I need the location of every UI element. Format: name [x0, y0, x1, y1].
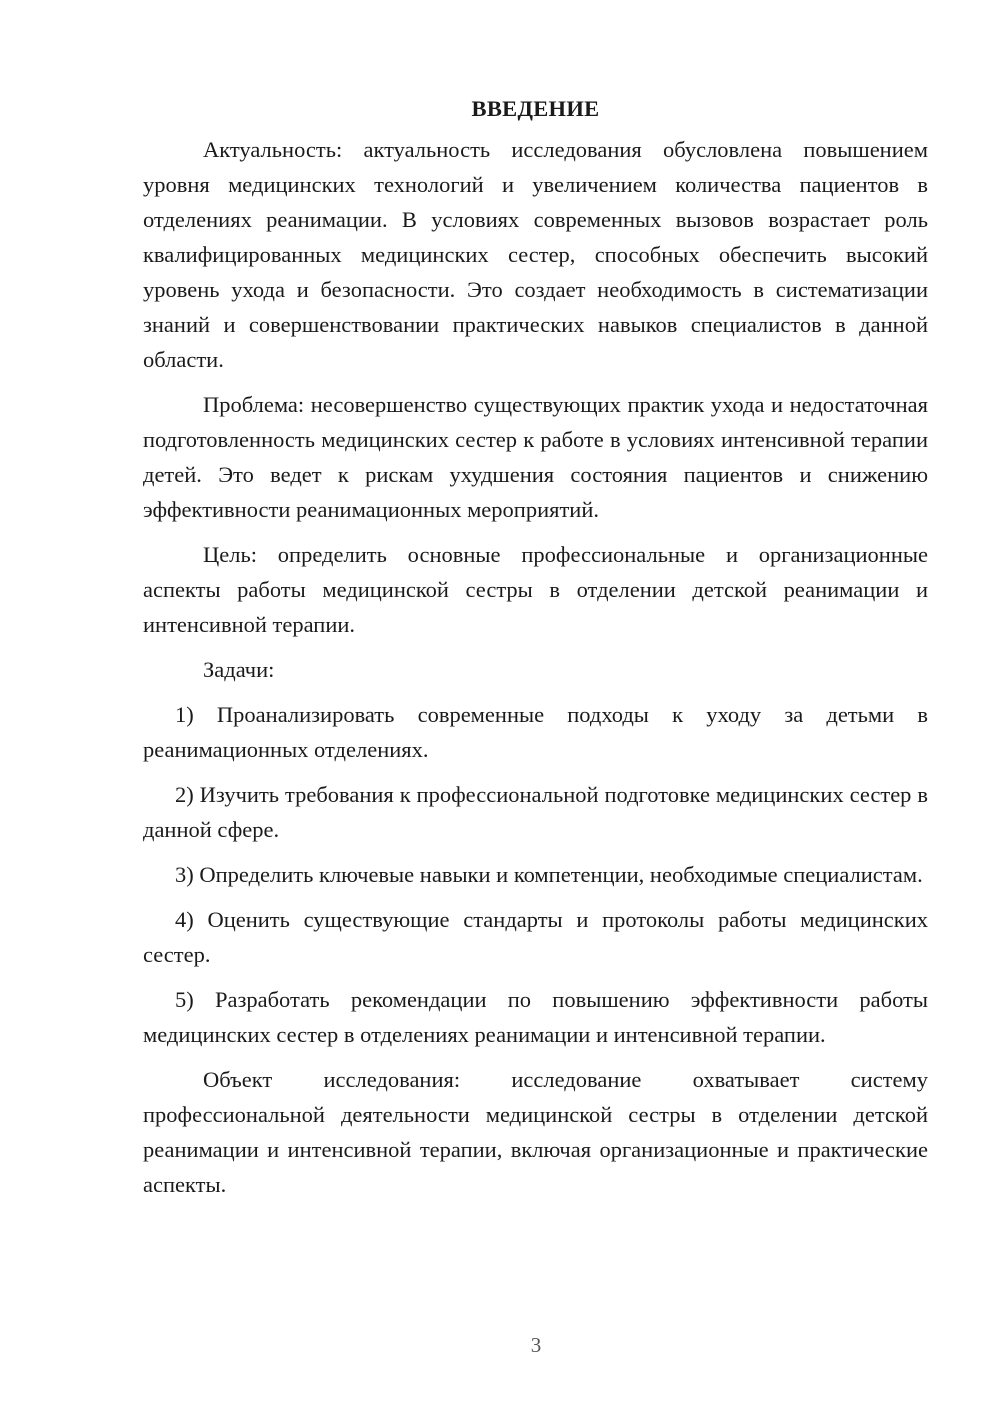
- task-item-1: 1) Проанализировать современные подходы к уходу за детьми в реанимационных отделениях.: [143, 702, 928, 762]
- tasks-heading: Задачи:: [203, 657, 275, 682]
- task-item-2: 2) Изучить требования к профессиональной подготовке медицинских сестер в данной сфере.: [143, 782, 928, 842]
- page-content: [143, 90, 928, 1212]
- paragraph-problem: Проблема: несовершенство существующих практик ухода и недостаточная подготовленность медицинских сестер к работе в условиях интенсивной терапии детей. Это ведет к рискам ухудшения состояния пациентов и снижению эффективности реанимационных мероприятий.: [143, 392, 928, 522]
- section-title: ВВЕДЕНИЕ: [471, 96, 600, 121]
- task-item-3: 3) Определить ключевые навыки и компетенции, необходимые специалистам.: [175, 862, 923, 887]
- task-item-4: 4) Оценить существующие стандарты и протоколы работы медицинских сестер.: [143, 907, 928, 967]
- task-item-5: 5) Разработать рекомендации по повышению эффективности работы медицинских сестер в отделениях реанимации и интенсивной терапии.: [143, 987, 928, 1047]
- paragraph-object: Объект исследования: исследование охватывает систему профессиональной деятельности медицинской сестры в отделении детской реанимации и интенсивной терапии, включая организационные и практические аспекты.: [143, 1067, 928, 1197]
- page-number: 3: [530, 1333, 542, 1357]
- paragraph-goal: Цель: определить основные профессиональные и организационные аспекты работы медицинской сестры в отделении детской реанимации и интенсивной терапии.: [143, 542, 928, 637]
- paragraph-relevance: Актуальность: актуальность исследования обусловлена повышением уровня медицинских технологий и увеличением количества пациентов в отделениях реанимации. В условиях современных вызовов возрастает роль квалифицированных медицинских сестер, способных обеспечить высокий уровень ухода и безопасности. Это создает необходимость в систематизации знаний и совершенствовании практических навыков специалистов в данной области.: [143, 137, 928, 372]
